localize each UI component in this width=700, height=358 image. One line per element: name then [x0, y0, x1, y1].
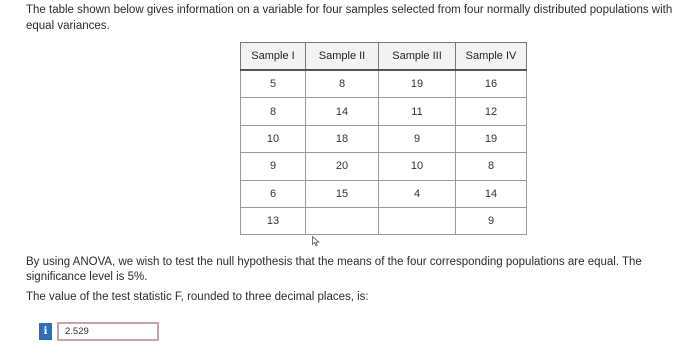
table-cell	[306, 207, 379, 234]
samples-table	[240, 42, 527, 235]
table-row	[241, 153, 527, 180]
table-cell: 19	[379, 70, 456, 98]
table-cell: 11	[379, 98, 456, 125]
table-cell: 6	[241, 180, 306, 207]
table-cell	[379, 207, 456, 234]
question-text: The value of the test statistic F, rounded to three decimal places, is:	[26, 291, 369, 303]
table-row	[241, 125, 527, 152]
header-sample-2: Sample II	[306, 43, 379, 71]
table-row	[241, 180, 527, 207]
table-cell: 13	[241, 207, 306, 234]
mouse-cursor-icon	[312, 236, 320, 246]
table-cell: 8	[241, 98, 306, 125]
table-cell: 19	[456, 125, 527, 152]
table-row	[241, 98, 527, 125]
table-cell: 8	[306, 70, 379, 98]
table-cell: 16	[456, 70, 527, 98]
answer-field[interactable]: 2.529	[57, 322, 159, 341]
table-cell: 12	[456, 98, 527, 125]
table-cell: 18	[306, 125, 379, 152]
table-header-row	[241, 43, 527, 71]
table-cell: 14	[306, 98, 379, 125]
table-cell: 10	[379, 153, 456, 180]
header-sample-4: Sample IV	[456, 43, 527, 71]
table-cell: 10	[241, 125, 306, 152]
header-sample-1: Sample I	[241, 43, 306, 71]
intro-text: The table shown below gives information on a variable for four samples selected from four normally distributed populations with equal variances.	[26, 4, 673, 32]
table-row	[241, 70, 527, 98]
anova-instructions: By using ANOVA, we wish to test the null hypothesis that the means of the four corresponding populations are equal. The significance level is 5%.	[26, 256, 642, 283]
table-cell: 4	[379, 180, 456, 207]
table-cell: 14	[456, 180, 527, 207]
table-cell: 9	[241, 153, 306, 180]
samples-table-container	[240, 42, 527, 235]
table-cell: 9	[456, 207, 527, 234]
table-cell: 5	[241, 70, 306, 98]
table-cell: 20	[306, 153, 379, 180]
answer-row	[39, 322, 159, 341]
table-cell: 8	[456, 153, 527, 180]
header-sample-3: Sample III	[379, 43, 456, 71]
table-cell: 9	[379, 125, 456, 152]
info-icon[interactable]: i	[39, 323, 52, 340]
table-cell: 15	[306, 180, 379, 207]
table-row	[241, 207, 527, 234]
